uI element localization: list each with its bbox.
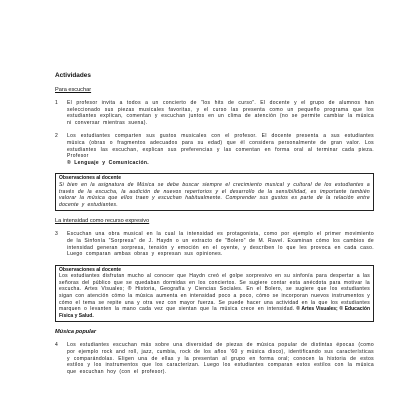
item-text: Los estudiantes comparten sus gustos musicales con el profesor. El docente presenta a sus estudiantes música (obras o fragmentos adecuados para su edad) que él considera personalmente de gran valor. Los estudiantes las escuchan, explican sus preferencias y las comentan en forma oral al terminar cada pieza. Profesor	[67, 133, 374, 160]
subject-tag: ® Artes Visuales; ® Educación Física y Salud.	[59, 306, 370, 319]
item-text: Escuchan una obra musical en la cual la intensidad es protagonista, como por ejemplo el primer movimiento de la Sinfonía “Sorpresa” de J. Haydn o un extracto de “Bolero” de M. Ravel. Examinan cómo los cambios de intensidad generan sorpresa, tensión y emoción en el oyente, y describen lo que les provoca en cada caso. Luego comparan ambas obras y expresan sus opiniones.	[67, 231, 374, 258]
item-text-wrapper	[67, 133, 374, 166]
teacher-notes-title: Observaciones al docente	[59, 266, 121, 273]
teacher-notes-title: Observaciones al docente	[59, 175, 121, 182]
item-text: El profesor invita a todos a un concierto de “los hits de curso”. El docente y el grupo de alumnos han seleccionado sus piezas musicales favoritas, y el curso las presenta como un pequeño programa que los estudiantes explican, comentan y escuchan juntos en un clima de atención (no se permite cambiar la música ni conversar mientras suena).	[67, 100, 374, 126]
item-number: 4	[55, 342, 58, 349]
subject-tag: ® Lenguaje y Comunicación.	[67, 159, 150, 166]
teacher-notes-box-1	[55, 173, 374, 211]
activity-item-4	[55, 342, 374, 375]
teacher-notes-text: Si bien en la asignatura de Música se debe buscar siempre el crecimiento musical y cultural de los estudiantes a través de la escucha, la audición de nuevos repertorios y el desarrollo de la sensibilidad, es importante también valorar la música que ellos traen y escuchan habitualmente. Comprender sus gustos es parte de la relación entre docente y estudiantes.	[59, 181, 370, 208]
section-title-popular-music: Música popular	[55, 329, 97, 336]
section-title-listening: Para escuchar	[55, 87, 92, 93]
item-text: Los estudiantes escuchan más sobre una diversidad de piezas de música popular de distintas épocas (como por ejemplo rock and roll, jazz, cumbia, rock de los años ‘60 y música disco), identificando sus características y comparándolas. Eligen una de ellas y la presentan al grupo en forma oral; conocen la historia de estos estilos y los instrumentos que los caracterizan. Luego los estudiantes comparan estos estilos con la música que escuchan hoy (con el profesor).	[67, 342, 374, 375]
activity-item-3	[55, 231, 374, 257]
teacher-notes-text: Los estudiantes disfrutan mucho al conocer que Haydn creó el golpe sorpresivo en su sinfonía para despertar a las señoras del público que se quedaban dormidas en los conciertos. Se sugiere contar esta anécdota para motivar la escucha. Artes Visuales; ® Historia, Geografía y Ciencias Sociales. En el Bolero, se sugiere que los estudiantes sigan con atención cómo la música aumenta en intensidad poco a poco, cómo se incorporan nuevos instrumentos y cómo el tema se repite una y otra vez con mayor fuerza. Se puede hacer una actividad en la que los estudiantes marquen o levanten la mano cada vez que sientan que la música crece en intensidad.	[59, 273, 370, 313]
section-title-intensity: La intensidad como recurso expresivo	[55, 218, 150, 225]
activities-heading: Actividades	[55, 72, 91, 79]
item-number: 1	[55, 100, 58, 106]
item-number: 2	[55, 133, 58, 140]
activity-item-1	[55, 100, 374, 126]
teacher-notes-box-2	[55, 265, 374, 323]
activity-item-2	[55, 133, 374, 166]
item-number: 3	[55, 231, 58, 238]
